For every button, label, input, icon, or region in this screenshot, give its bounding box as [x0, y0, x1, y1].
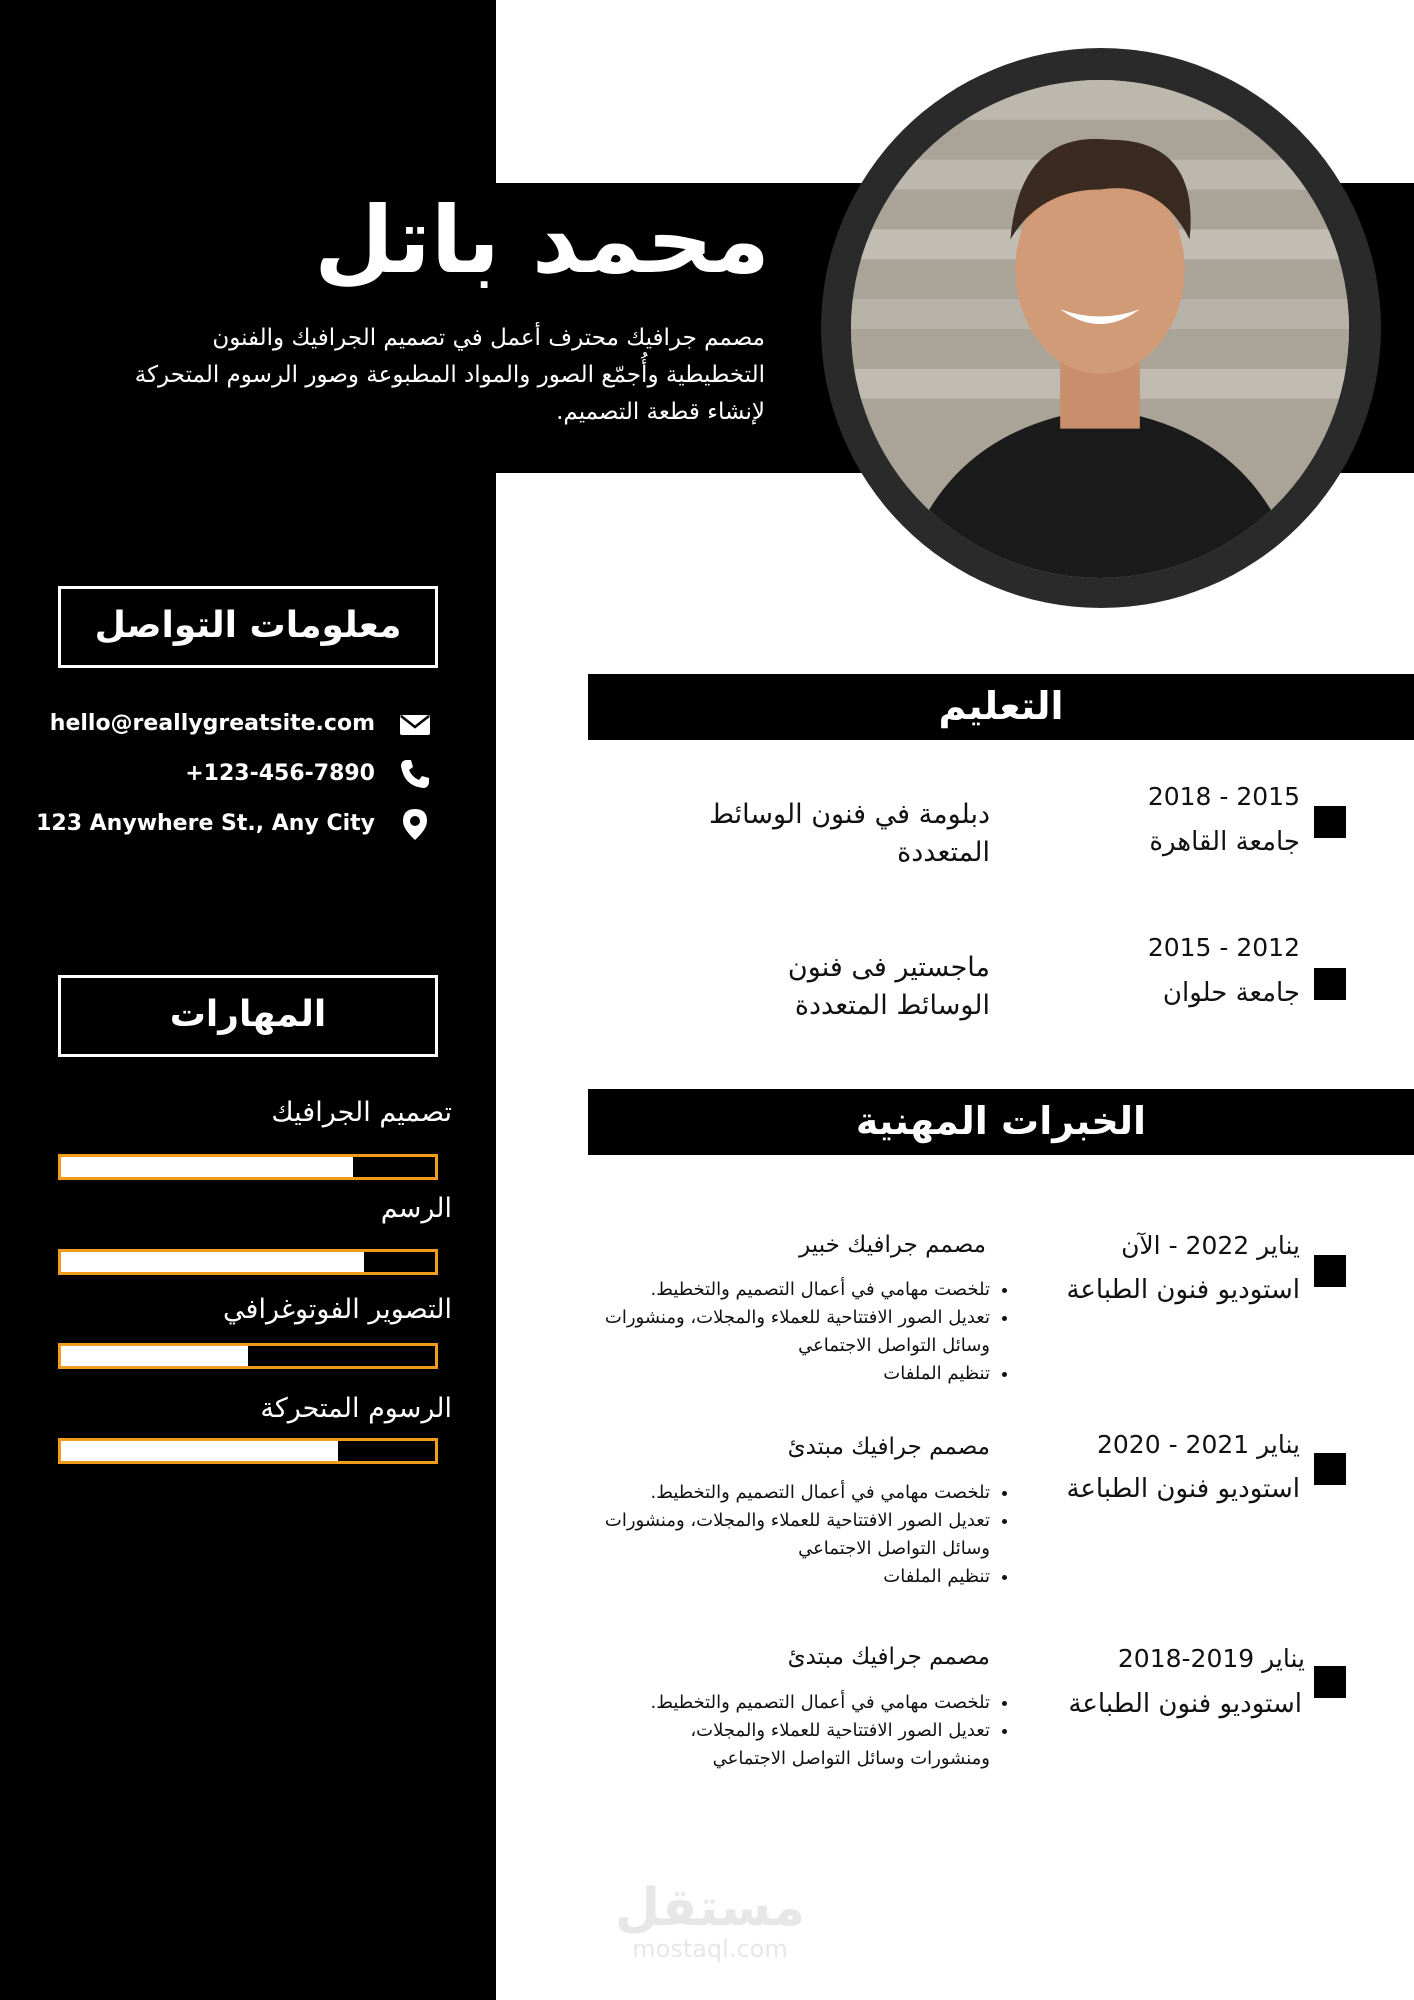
skill-bar	[58, 1438, 438, 1464]
contact-address-row[interactable]	[36, 805, 440, 845]
watermark-arabic: مستقل	[614, 1878, 806, 1938]
address-text: 123 Anywhere St., Any City	[36, 811, 375, 836]
duty-item: • تعديل الصور الافتتاحية للعملاء والمجلات، ومنشورات وسائل التواصل الاجتماعي	[560, 1507, 990, 1563]
email-text[interactable]: hello@reallygreatsite.com	[49, 711, 375, 736]
duty-item: • تعديل الصور الافتتاحية للعملاء والمجلات، ومنشورات وسائل التواصل الاجتماعي	[640, 1717, 990, 1773]
skill-bar-fill	[61, 1346, 248, 1366]
person-name: محمد باتل	[314, 187, 770, 294]
duty-item: • تعديل الصور الافتتاحية للعملاء والمجلات، ومنشورات وسائل التواصل الاجتماعي	[560, 1304, 990, 1360]
entry-marker	[1314, 1255, 1346, 1287]
duty-item: • تلخصت مهامي في أعمال التصميم والتخطيط.	[640, 1689, 990, 1717]
entry-marker	[1314, 968, 1346, 1000]
skill-label: تصميم الجرافيك	[271, 1097, 452, 1128]
contact-email-row[interactable]	[49, 705, 440, 745]
experience-duties	[640, 1689, 1012, 1773]
phone-icon	[398, 757, 432, 791]
skill-label: التصوير الفوتوغرافي	[223, 1294, 452, 1325]
duty-item: • تنظيم الملفات	[560, 1563, 990, 1591]
skill-bar	[58, 1154, 438, 1180]
experience-role: مصمم جرافيك مبتدئ	[787, 1644, 990, 1670]
education-degree: دبلومة في فنون الوسائط المتعددة	[708, 799, 990, 868]
experience-org: استوديو فنون الطباعة	[1066, 1474, 1300, 1504]
profile-photo	[851, 80, 1349, 578]
experience-heading: الخبرات المهنية	[588, 1089, 1414, 1155]
experience-org: استوديو فنون الطباعة	[1066, 1275, 1300, 1305]
entry-marker	[1314, 806, 1346, 838]
location-pin-icon	[398, 807, 432, 841]
skill-label: الرسوم المتحركة	[260, 1393, 452, 1424]
skill-bar	[58, 1343, 438, 1369]
duty-item: • تنظيم الملفات	[560, 1360, 990, 1388]
education-date: 2015 - 2018	[1147, 782, 1300, 811]
skill-label: الرسم	[380, 1193, 452, 1224]
experience-date: يناير 2019-2018	[1117, 1644, 1305, 1673]
education-org: جامعة حلوان	[1162, 978, 1300, 1008]
skills-heading: المهارات	[58, 975, 438, 1057]
experience-role: مصمم جرافيك خبير	[799, 1232, 986, 1258]
experience-date: يناير 2021 - 2020	[1097, 1430, 1300, 1459]
profile-summary: مصمم جرافيك محترف أعمل في تصميم الجرافيك والفنون التخطيطية وأُجمّع الصور والمواد المطبوعة وصور الرسوم المتحركة لإنشاء قطعة التصميم.	[134, 325, 765, 425]
contact-phone-row[interactable]	[60, 755, 440, 795]
envelope-icon	[398, 707, 432, 741]
duty-item: • تلخصت مهامي في أعمال التصميم والتخطيط.	[560, 1479, 990, 1507]
experience-duties	[560, 1276, 1012, 1388]
experience-org: استوديو فنون الطباعة	[1068, 1689, 1302, 1719]
education-degree: ماجستير فى فنون الوسائط المتعددة	[787, 952, 990, 1021]
skill-bar	[58, 1249, 438, 1275]
mostaql-watermark	[600, 1880, 820, 1962]
skill-bar-fill	[61, 1252, 364, 1272]
skill-bar-fill	[61, 1157, 353, 1177]
education-date: 2012 - 2015	[1147, 933, 1300, 962]
phone-text[interactable]: +123-456-7890	[185, 761, 375, 786]
watermark-latin: mostaql.com	[632, 1935, 788, 1963]
skill-bar-fill	[61, 1441, 338, 1461]
education-org: جامعة القاهرة	[1149, 827, 1300, 857]
contact-heading: معلومات التواصل	[58, 586, 438, 668]
experience-role: مصمم جرافيك مبتدئ	[787, 1434, 990, 1460]
education-heading: التعليم	[588, 674, 1414, 740]
experience-duties	[560, 1479, 1012, 1591]
experience-date: يناير 2022 - الآن	[1121, 1231, 1300, 1260]
entry-marker	[1314, 1453, 1346, 1485]
duty-item: • تلخصت مهامي في أعمال التصميم والتخطيط.	[560, 1276, 990, 1304]
entry-marker	[1314, 1666, 1346, 1698]
